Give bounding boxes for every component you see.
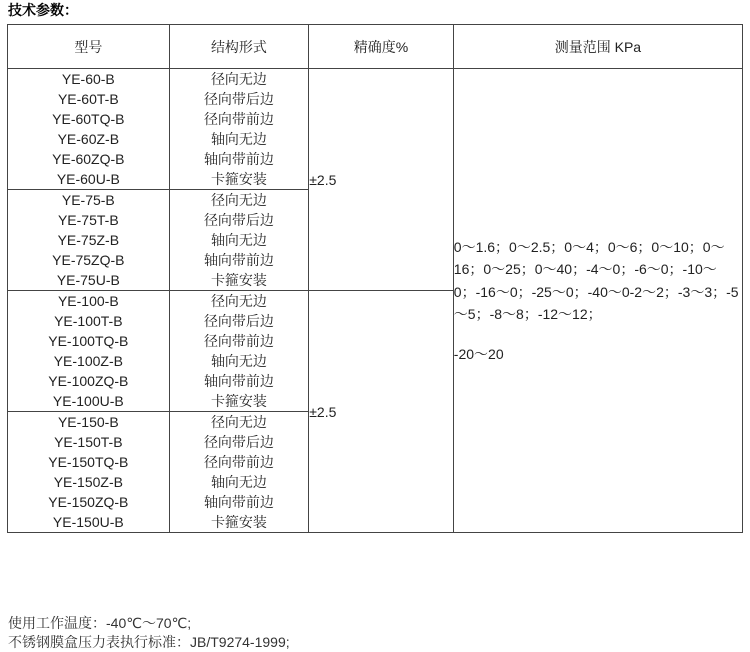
model-name: YE-75-B (61, 192, 115, 208)
model-cell (8, 291, 170, 412)
model-name: YE-75Z-B (57, 232, 120, 248)
structure-type: 轴向无边 (210, 131, 267, 147)
model-name: YE-150T-B (54, 434, 123, 450)
structure-type: 卡箍安装 (210, 514, 267, 530)
header-structure: 结构形式 (169, 25, 309, 69)
model-name: YE-100ZQ-B (48, 373, 129, 389)
structure-cell (169, 412, 309, 533)
range-extra: -20～20 (453, 345, 504, 362)
model-name: YE-150Z-B (53, 474, 123, 490)
structure-type: 径向带前边 (203, 454, 274, 470)
structure-type: 径向带后边 (203, 91, 274, 107)
header-precision: 精确度% (309, 25, 454, 69)
standard-note: 不锈钢膜盒压力表执行标准：JB/T9274-1999; (8, 634, 290, 650)
structure-type: 轴向带前边 (203, 151, 274, 167)
spec-table (7, 24, 743, 533)
model-name: YE-100T-B (54, 313, 123, 329)
structure-type: 轴向无边 (210, 353, 267, 369)
structure-type: 卡箍安装 (210, 171, 267, 187)
model-name: YE-60T-B (57, 91, 119, 107)
structure-type: 轴向带前边 (203, 494, 274, 510)
model-name: YE-60TQ-B (52, 111, 125, 127)
structure-type: 径向无边 (210, 192, 267, 208)
model-name: YE-150U-B (52, 514, 124, 530)
structure-type: 轴向无边 (210, 474, 267, 490)
range-cell (453, 69, 742, 533)
model-name: YE-150ZQ-B (48, 494, 129, 510)
header-row (8, 25, 743, 69)
structure-type: 径向无边 (210, 293, 267, 309)
model-cell (8, 190, 170, 291)
structure-type: 径向带前边 (203, 111, 274, 127)
structure-type: 径向无边 (210, 414, 267, 430)
structure-type: 径向带后边 (203, 313, 274, 329)
model-name: YE-150TQ-B (48, 454, 129, 470)
model-name: YE-75U-B (56, 272, 120, 288)
model-name: YE-60ZQ-B (52, 151, 125, 167)
model-name: YE-60Z-B (57, 131, 120, 147)
structure-type: 轴向无边 (210, 232, 267, 248)
model-name: YE-60U-B (56, 171, 120, 187)
precision-cell: ±2.5 (309, 69, 454, 291)
model-name: YE-100TQ-B (48, 333, 129, 349)
structure-type: 径向带前边 (203, 333, 274, 349)
model-name: YE-75ZQ-B (52, 252, 125, 268)
table-row (8, 69, 743, 190)
model-cell (8, 69, 170, 190)
header-model: 型号 (8, 25, 170, 69)
structure-cell (169, 291, 309, 412)
section-title: 技术参数： (8, 2, 78, 18)
model-name: YE-100-B (57, 293, 119, 309)
structure-type: 径向无边 (210, 71, 267, 87)
structure-type: 轴向带前边 (203, 252, 274, 268)
model-name: YE-100U-B (52, 393, 124, 409)
structure-type: 轴向带前边 (203, 373, 274, 389)
model-name: YE-100Z-B (53, 353, 123, 369)
structure-type: 卡箍安装 (210, 393, 267, 409)
model-name: YE-60-B (61, 71, 115, 87)
model-name: YE-75T-B (57, 212, 119, 228)
range-values: 0～1.6；0～2.5；0～4；0～6；0～10；0～16；0～25；0～40；-4～0；-6～0；-10～0；-16～0；-25～0；-40～0-2～2；-3～3；-5～5；-8～8；-12～12； (453, 238, 739, 323)
structure-type: 卡箍安装 (210, 272, 267, 288)
model-cell (8, 412, 170, 533)
precision-cell: ±2.5 (309, 291, 454, 533)
structure-type: 径向带后边 (203, 434, 274, 450)
header-range: 测量范围 KPa (453, 25, 742, 69)
model-name: YE-150-B (57, 414, 119, 430)
structure-type: 径向带后边 (203, 212, 274, 228)
operating-temperature-note: 使用工作温度：-40℃～70℃; (8, 615, 192, 631)
structure-cell (169, 69, 309, 190)
structure-cell (169, 190, 309, 291)
